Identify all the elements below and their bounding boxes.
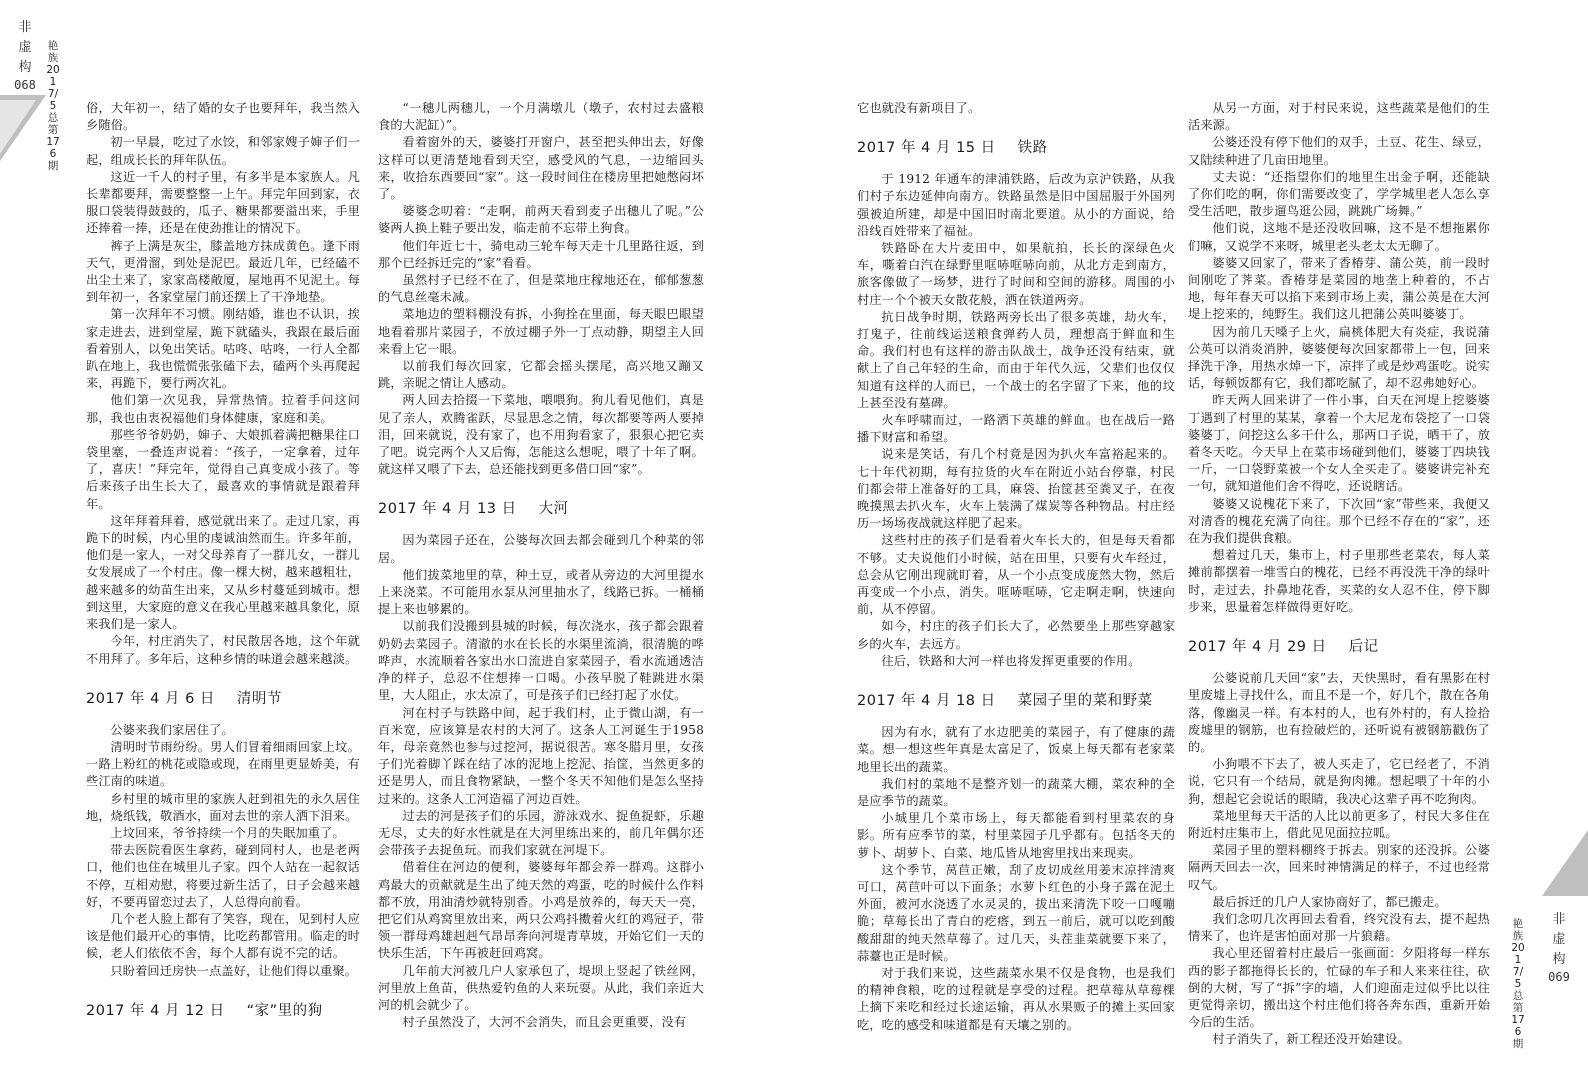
paragraph: 它也就没有新项目了。 bbox=[857, 101, 981, 115]
paragraph: 他们拔菜地里的草，种土豆，或者从旁边的大河里提水上来浇菜。不可能用水泵从河里抽水了，线路已拆。一桶桶提上来也够累的。 bbox=[378, 567, 704, 617]
entry-date: 2017 年 4 月 15 日 bbox=[857, 140, 996, 157]
paragraph: 只盼着回迁房快一点盖好，让他们得以重聚。 bbox=[110, 963, 358, 978]
paragraph: 菜地里每天干活的人比以前更多了，村民大多住在附近村庄集市上，借此见见面拉拉呱。 bbox=[1188, 808, 1490, 840]
text-column-3 bbox=[857, 100, 1175, 1034]
paragraph: 这个季节，莴苣正嫩，刮了皮切成丝用姜末凉拌清爽可口，莴苣叶可以下面条；水萝卜红色的小身子露在泥土外面，被河水浇透了水灵灵的，拔出来清洗下咬一口嘎嘣脆；草莓长出了青白的疙瘩，到五一前后，就可以吃到酸酸甜甜的纯天然草莓了。过几天，头茬韭菜就要下来了，蒜薹也正是时候。 bbox=[857, 862, 1175, 963]
paragraph: 村子虽然没了，大河不会消失，而且会更重要，没有 bbox=[402, 1015, 687, 1030]
paragraph: 那些爷爷奶奶，婶子、大娘抓着满把糖果往口袋里塞，一叠连声说着：“孩子，一定拿着，过年了，喜庆！”拜完年，觉得自己真变成小孩了。等后来孩子出生长大了，最喜欢的事情就是跟着拜年。 bbox=[86, 427, 360, 511]
paragraph: 小狗喂不下去了，被人买走了，它已经老了，不消说，它只有一个结局，就是狗肉摊。想起喂了十年的小狗，想起它会说话的眼睛，我决心这辈子再不吃狗肉。 bbox=[1188, 757, 1490, 806]
entry-title: 后记 bbox=[1348, 639, 1379, 656]
paragraph: 第一次拜年不习惯。刚结婚，谁也不认识，挨家走进去，进到堂屋，跪下就磕头，我跟在最后面看着别人，以免出笑话。咕咚、咕咚，一行人全都趴在地上，我也慌慌张张磕下去，磕两个头再爬起来，再跪下，要行两次礼。 bbox=[86, 307, 360, 391]
paragraph: 上坟回来，爷爷持续一个月的失眠加重了。 bbox=[110, 825, 345, 840]
paragraph: 河在村子与铁路中间，起于我们村，止于微山湖，有一百米宽，应该算是农村的大河了。这条人工河诞生于1958 年，母亲竟然也参与过挖河，据说很苦。寒冬腊月里，女孩子们光着脚丫踩在结了冰的泥地上挖泥、抬筐，当然更多的还是男人，而且食物紧缺，一整个冬天不知他们是怎么坚持过来的。这条人工河造福了河边百姓。 bbox=[378, 705, 704, 806]
paragraph: 婆婆又回家了，带来了香椿芽、蒲公英，前一段时间刚吃了荠菜。香椿芽是菜园的地垄上种着的，不占地，每年春天可以掐下来到市场上卖，蒲公英是在大河堤上挖来的，纯野生。我们这儿把蒲公英叫婆婆丁。 bbox=[1188, 255, 1490, 322]
paragraph: 俗，大年初一，结了婚的女子也要拜年，我当然入乡随俗。 bbox=[86, 101, 360, 133]
right-running-head bbox=[1510, 918, 1526, 1050]
text-column-2 bbox=[378, 100, 704, 1031]
paragraph: 公婆说前几天回“家”去，天快黑时，看有黑影在村里废墟上寻找什么，而且不是一个，好几个，散在各角落，像幽灵一样。有本村的人，也有外村的，有人捡拾废墟里的钢筋，也有捡破烂的，还听说有被钢筋戳伤了的。 bbox=[1188, 671, 1490, 754]
left-page-section-tab bbox=[14, 18, 36, 92]
entry-date: 2017 年 4 月 12 日 bbox=[86, 1002, 225, 1019]
paragraph: 菜园子里的塑料棚终于拆去。别家的还没拆。公婆隔两天回去一次，回来时神情满足的样子，不过也经常叹气。 bbox=[1188, 843, 1490, 892]
paragraph: 于 1912 年通车的津浦铁路，后改为京沪铁路，从我们村子东边延伸向南方。铁路虽然是旧中国屈服于外国列强被迫所建，却是中国旧时南北要道。从小的方面说，给沿线百姓带来了福祉。 bbox=[857, 172, 1175, 238]
running-head-text: 艳族 2017/5 总第 176 期 bbox=[46, 40, 62, 172]
page-corner-fold-right bbox=[1542, 830, 1588, 896]
paragraph: 因为有水，就有了水边肥美的菜园子，有了健康的蔬菜。想一想这些年真是太富足了，饭桌上每天都有老家菜地里长出的蔬菜。 bbox=[857, 725, 1175, 774]
section-char-3: 构 bbox=[1552, 952, 1566, 967]
paragraph: 公婆来我们家居住了。 bbox=[110, 722, 234, 737]
paragraph: 以前我们每次回家，它都会摇头摆尾，高兴地又蹦又跳，亲昵之情让人感动。 bbox=[378, 359, 704, 391]
paragraph: 因为前几天嗓子上火，扁桃体肥大有炎症，我说蒲公英可以消炎消肿，婆婆便每次回家都带上一包，回来择洗干净，用热水焯一下，凉拌了或是炒鸡蛋吃。说实话，每顿饭都有它，我们都吃腻了，却不忍弗她好心。 bbox=[1188, 324, 1490, 391]
paragraph: 婆婆念叨着：“走啊，前两天看到麦子出穗儿了呢。”公婆两人换上鞋子要出发，临走前不忘带上狗食。 bbox=[378, 204, 704, 236]
entry-date: 2017 年 4 月 18 日 bbox=[857, 693, 996, 710]
paragraph: 如今，村庄的孩子们长大了，必然要坐上那些穿越家乡的火车，去远方。 bbox=[857, 619, 1175, 651]
entry-heading bbox=[857, 690, 1175, 712]
entry-title: 大河 bbox=[538, 501, 569, 518]
section-char-1: 非 bbox=[1552, 912, 1566, 927]
paragraph: 虽然村子已经不在了，但是菜地庄稼地还在，郁郁葱葱的气息丝毫未减。 bbox=[378, 273, 704, 305]
paragraph: “一穗儿两穗儿，一个月满墩儿（墩子，农村过去盛粮食的大泥缸）”。 bbox=[378, 101, 704, 133]
entry-date: 2017 年 4 月 13 日 bbox=[378, 501, 517, 518]
paragraph: 这近一千人的村子里，有多半是本家族人。凡长辈都要拜，需要整整一上午。拜完年回到家，衣服口袋装得鼓鼓的，瓜子、糖果都要溢出来，手里还捧着一捧，还是在使劲推让的情况下。 bbox=[86, 169, 360, 236]
paragraph: 往后，铁路和大河一样也将发挥更重要的作用。 bbox=[881, 653, 1141, 668]
section-char-3: 构 bbox=[18, 60, 32, 75]
paragraph: 婆婆又说槐花下来了，下次回“家”带些来，我便又对清香的槐花充满了向往。那个已经不存在的“家”，还在为我们提供食粮。 bbox=[1188, 496, 1490, 546]
paragraph: 小城里几个菜市场上，每天都能看到村里菜农的身影。所有应季节的菜，村里菜园子几乎都有。包括冬天的萝卜、胡萝卜、白菜、地瓜皆从地窖里找出来现卖。 bbox=[857, 811, 1175, 860]
entry-title: 菜园子里的菜和野菜 bbox=[1017, 693, 1153, 710]
entry-heading bbox=[1188, 636, 1490, 658]
entry-title: 清明节 bbox=[236, 690, 282, 707]
paragraph: 昨天两人回来讲了一件小事，白天在河堤上挖婆婆丁遇到了村里的某某，拿着一个大尼龙布袋挖了一口袋婆婆丁，问挖这么多干什么，那两口子说，晒干了，放着冬天吃。今天早上在菜市场碰到他们，婆婆丁四块钱一斤，一口袋野菜被一个女人全买走了。婆婆讲完补充一句，就知道他们舍不得吃，还说瞎话。 bbox=[1188, 393, 1490, 494]
paragraph: 说来是笑话，有几个村竟是因为扒火车富裕起来的。七十年代初期，每有拉货的火车在附近小站台停靠，村民们都会带上准备好的工具，麻袋、抬筐甚至粪叉子，在夜晚摸黑去扒火车，火车上装满了煤炭等各种物品。村庄经历一场场夜战就这样肥了起来。 bbox=[857, 447, 1175, 531]
paragraph: 从另一方面，对于村民来说，这些蔬菜是他们的生活来源。 bbox=[1188, 101, 1490, 133]
paragraph: 我心里还留着村庄最后一张画面：夕阳将每一样东西的影子都拖得长长的，忙碌的车子和人来来往往，砍倒的大树，写了“拆”字的墙，人们迎面走过似乎比以往更觉得亲切，搬出这个村庄他们将各奔东西，重新开始今后的生活。 bbox=[1188, 946, 1490, 1030]
section-char-2: 虚 bbox=[1552, 932, 1566, 947]
entry-heading bbox=[86, 688, 360, 710]
left-running-head bbox=[45, 40, 61, 172]
paragraph: 因为菜园子还在，公婆每次回去都会碰到几个种菜的邻居。 bbox=[378, 533, 704, 565]
paragraph: 最后拆迁的几户人家协商好了，都已搬走。 bbox=[1212, 894, 1447, 909]
paragraph: 乡村里的城市里的家族人赶到祖先的永久居住地，烧纸钱，敬酒水，面对去世的亲人洒下泪来。 bbox=[86, 791, 360, 823]
paragraph: 他们第一次见我，异常热情。拉着手问这问那，我也由衷祝福他们身体健康，家庭和美。 bbox=[86, 393, 360, 425]
text-column-1 bbox=[86, 100, 360, 1034]
paragraph: 我们念叨几次再回去看看，终究没有去，提不起热情来了，也许是害怕面对那一片狼藉。 bbox=[1188, 911, 1490, 944]
paragraph: 菜地边的塑料棚没有拆，小狗拴在里面，每天眼巴眼望地看着那片菜园子，不放过棚子外一丁点动静，期望主人回来看上它一眼。 bbox=[378, 307, 704, 356]
paragraph: 想着过几天，集市上，村子里那些老菜农，每人菜摊前都摆着一堆雪白的槐花，已经不再没洗干净的绿叶时，走过去，扑鼻地花香，买菜的女人忍不住，停下脚步来，思量着怎样做得更好吃。 bbox=[1188, 548, 1490, 614]
paragraph: 抗日战争时期，铁路两旁长出了很多英雄，劫火车，打鬼子，往前线运送粮食弹药人员，理想高于鲜血和生命。我们村也有这样的游击队战士，战争还没有结束，就献上了自己年轻的生命，而由于年代久远，父辈们也仅仅知道有这样的人而已，一个战士的名字留了下来，他的坟上甚至没有墓碑。 bbox=[857, 309, 1175, 410]
text-column-4 bbox=[1188, 100, 1490, 1049]
paragraph: 初一早晨，吃过了水饺，和邻家嫂子婶子们一起，组成长长的拜年队伍。 bbox=[86, 135, 360, 167]
right-page-section-tab bbox=[1548, 910, 1570, 984]
paragraph: 清明时节雨纷纷。男人们冒着细雨回家上坟。一路上粉红的桃花或隐或现，在雨里更显娇美，有些江南的味道。 bbox=[86, 739, 360, 789]
entry-date: 2017 年 4 月 6 日 bbox=[86, 690, 215, 707]
paragraph: 裤子上满是灰尘，膝盖地方抹成黄色。逢下雨天气，更滑溜，到处是泥巴。最近几年，已经磕不出尘土来了，家家高楼敞厦，屋地再不见泥土。每到年初一，各家堂屋门前还摆上了干净地垫。 bbox=[86, 238, 360, 305]
section-char-1: 非 bbox=[18, 20, 32, 35]
paragraph: 几年前大河被几户人家承包了，堤坝上竖起了铁丝网，河里放上鱼苗，供热爱钓鱼的人来玩耍。从此，我们亲近大河的机会就少了。 bbox=[378, 963, 704, 1012]
paragraph: 这年拜着拜着，感觉就出来了。走过几家，再跪下的时候，内心里的虔诚油然而生。许多年前，他们是一家人，一对父母养育了一群儿女，一群儿女发展成了一个村庄。像一棵大树，越来越粗壮，越来越多的幼苗生出来，又从乡村蔓延到城市。想到这里，大家庭的意义在我心里越来越具象化，原来我们是一家人。 bbox=[86, 513, 360, 632]
entry-heading bbox=[857, 137, 1175, 159]
paragraph: 这些村庄的孩子们是看着火车长大的，但是每天看都不够。丈夫说他们小时候，站在田里，只要有火车经过，总会从它刚出现就盯着，从一个小点变成庞然大物，然后再变成一个小点，消失。哐哧哐哧，它走啊走啊，快速向前，从不停留。 bbox=[857, 533, 1175, 617]
entry-title: “家”里的狗 bbox=[246, 1002, 323, 1019]
entry-title: 铁路 bbox=[1017, 140, 1048, 157]
paragraph: 他们说，这地不是还没收回嘛，这不是不想拖累你们嘛，又说学不来呀，城里老头老太太无聊了。 bbox=[1188, 221, 1490, 253]
section-char-2: 虚 bbox=[18, 40, 32, 55]
paragraph: 两人回去拾掇一下菜地，喂喂狗。狗儿看见他们，真是见了亲人，欢腾雀跃，尽显思念之情，每次都要等两人要掉泪，回来就说，没有家了，也不用狗看家了，狠狠心把它卖了吧。说完两个人又后悔，怎能这么想呢，喂了十年了啊。就这样又喂了下去，总还能找到更多借口回“家”。 bbox=[378, 393, 704, 477]
paragraph: 我们村的菜地不是整齐划一的蔬菜大棚，菜农种的全是应季节的蔬菜。 bbox=[857, 776, 1175, 808]
page-corner-fold-inner bbox=[0, 100, 36, 154]
paragraph: 对于我们来说，这些蔬菜水果不仅是食物，也是我们的精神食粮，吃的过程就是享受的过程。把草莓从草莓棵上摘下来吃和经过长途运输，再从水果贩子的摊上买回家吃，吃的感受和味道都是有天壤之别的。 bbox=[857, 965, 1175, 1032]
running-head-text: 艳族 2017/5 总第 176 期 bbox=[1511, 918, 1527, 1050]
paragraph: 几个老人脸上都有了笑容，现在，见到村人应该是他们最开心的事情，比吃药都管用。临走的时候，老人们依依不舍，每个人都有说不完的话。 bbox=[86, 911, 360, 961]
paragraph: 以前我们没搬到县城的时候，每次浇水，孩子都会跟着奶奶去菜园子。清澈的水在长长的水渠里流淌，很清脆的哗哗声，水流顺着各家出水口流进自家菜园子，看水流通透洁净的样子，总忍不住想捧一口喝。小孩早脱了鞋跳进水渠里，大人阻止，水太凉了，可是孩子们已经打起了水仗。 bbox=[378, 619, 704, 703]
entry-date: 2017 年 4 月 29 日 bbox=[1188, 639, 1327, 656]
entry-heading bbox=[86, 1000, 360, 1022]
paragraph: 他们年近七十，骑电动三轮车每天走十几里路往返，到那个已经拆迁完的“家”看看。 bbox=[378, 238, 704, 270]
paragraph: 村子消失了，新工程还没开始建设。 bbox=[1212, 1032, 1410, 1047]
paragraph: 带去医院看医生拿药，碰到同村人，也是老两口，他们也住在城里儿子家。四个人站在一起叙话不停，互相劝慰，将要过新生活了，日子会越来越好，不要再留恋过去了，人总得向前看。 bbox=[86, 843, 360, 909]
left-page-number: 068 bbox=[14, 78, 36, 92]
paragraph: 过去的河是孩子们的乐园，游泳戏水、捉鱼捉虾，乐趣无尽，丈夫的好水性就是在大河里练出来的，前几年偶尔还会带孩子去捉鱼玩。而我们家就在河堤下。 bbox=[378, 808, 704, 858]
right-page-number: 069 bbox=[1548, 970, 1570, 984]
paragraph: 铁路卧在大片麦田中，如果航拍，长长的深绿色火车，嘶着白汽在绿野里哐哧哐哧向前，从北方走到南方，旅客像做了一场梦，进行了时间和空间的游移。周围的小村庄一个个被天女散花般，洒在铁道两旁。 bbox=[857, 241, 1175, 307]
entry-heading bbox=[378, 498, 704, 520]
paragraph: 看着窗外的天，婆婆打开窗户，甚至把头伸出去，好像这样可以更清楚地看到天空，感受风的气息，一边缩回头来，收拾东西要回“家”。这一段时间住在楼房里把她憋闷坏了。 bbox=[378, 135, 704, 202]
paragraph: 今年，村庄消失了，村民散居各地，这个年就不用拜了。多年后，这种乡情的味道会越来越淡。 bbox=[86, 634, 360, 666]
paragraph: 借着住在河边的便利，婆婆每年都会养一群鸡。这群小鸡最大的贡献就是生出了纯天然的鸡蛋，吃的时候什么作料都不放，用油清炒就特别香。小鸡是放养的，每天天一亮，把它们从鸡窝里放出来，两只公鸡抖擞着火红的鸡冠子，带领一群母鸡雄赳赳气昂昂奔向河堤青草坡，开始它们一天的快乐生活，下午再被赶回鸡窝。 bbox=[378, 860, 704, 961]
paragraph: 火车呼啸而过，一路洒下英雄的鲜血。也在战后一路播下财富和希望。 bbox=[857, 413, 1175, 445]
paragraph: 公婆还没有停下他们的双手，土豆、花生、绿豆，又陆续种进了几亩田地里。 bbox=[1188, 135, 1490, 167]
paragraph: 丈夫说：“还指望你们的地里生出金子啊，还能缺了你们吃的啊，你们需要改变了，学学城里老人怎么享受生活吧，散步遛鸟逛公园，跳跳广场舞。” bbox=[1188, 169, 1490, 219]
